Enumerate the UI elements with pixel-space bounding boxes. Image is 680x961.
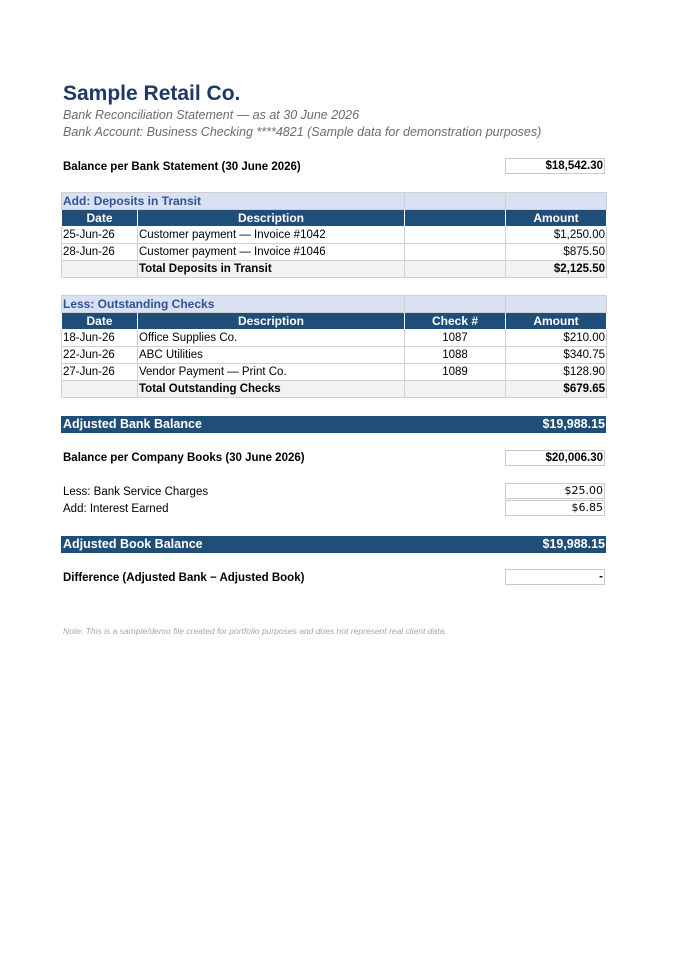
service-charges-value[interactable]: $25.00 [505, 483, 605, 499]
deposits-total-row [62, 261, 607, 278]
difference-value[interactable]: - [505, 569, 605, 585]
cell-date[interactable]: 28-Jun-26 [62, 244, 138, 261]
cell-check-number[interactable]: 1087 [405, 330, 506, 347]
statement-subtitle: Bank Reconciliation Statement — as at 30 June 2026 [63, 108, 360, 122]
deposits-section-row [62, 193, 607, 210]
header-check-number: Check # [405, 313, 506, 330]
table-row [62, 347, 607, 364]
checks-header-row [62, 313, 607, 330]
cell-date[interactable]: 22-Jun-26 [62, 347, 138, 364]
checks-total-value[interactable]: $679.65 [506, 381, 607, 398]
book-balance-label: Balance per Company Books (30 June 2026) [63, 452, 305, 464]
deposits-table [61, 192, 607, 278]
header-date: Date [62, 313, 138, 330]
cell-description[interactable]: ABC Utilities [138, 347, 405, 364]
header-amount: Amount [506, 210, 607, 227]
checks-section-title: Less: Outstanding Checks [62, 296, 405, 313]
cell-description[interactable]: Customer payment — Invoice #1042 [138, 227, 405, 244]
adjusted-book-balance-value[interactable]: $19,988.15 [542, 537, 605, 551]
page-title: Sample Retail Co. [63, 82, 241, 105]
account-subtitle: Bank Account: Business Checking ****4821 (Sample data for demonstration purposes) [63, 125, 542, 139]
bank-balance-label: Balance per Bank Statement (30 June 2026) [63, 161, 301, 173]
header-date: Date [62, 210, 138, 227]
cell-check-number[interactable]: 1088 [405, 347, 506, 364]
disclaimer-note: Note: This is a sample/demo file created for portfolio purposes and does not represent real client data. [63, 626, 447, 636]
header-description: Description [138, 210, 405, 227]
cell-description[interactable]: Vendor Payment — Print Co. [138, 364, 405, 381]
cell-description[interactable]: Office Supplies Co. [138, 330, 405, 347]
table-row [62, 227, 607, 244]
cell-description[interactable]: Customer payment — Invoice #1046 [138, 244, 405, 261]
bank-balance-value[interactable]: $18,542.30 [505, 158, 605, 174]
deposits-header-row [62, 210, 607, 227]
adjusted-bank-balance-value[interactable]: $19,988.15 [542, 417, 605, 431]
cell-date[interactable]: 27-Jun-26 [62, 364, 138, 381]
deposits-section-title: Add: Deposits in Transit [62, 193, 405, 210]
adjusted-bank-balance-row [61, 416, 606, 433]
difference-label: Difference (Adjusted Bank − Adjusted Book) [63, 572, 305, 584]
table-row [62, 364, 607, 381]
header-amount: Amount [506, 313, 607, 330]
interest-earned-label: Add: Interest Earned [63, 503, 169, 515]
cell-amount[interactable]: $210.00 [506, 330, 607, 347]
service-charges-label: Less: Bank Service Charges [63, 486, 209, 498]
cell-date[interactable]: 25-Jun-26 [62, 227, 138, 244]
deposits-total-label: Total Deposits in Transit [138, 261, 405, 278]
adjusted-book-balance-label: Adjusted Book Balance [63, 537, 203, 551]
table-row [62, 330, 607, 347]
deposits-total-value[interactable]: $2,125.50 [506, 261, 607, 278]
cell-amount[interactable]: $1,250.00 [506, 227, 607, 244]
cell-amount[interactable]: $340.75 [506, 347, 607, 364]
cell-amount[interactable]: $128.90 [506, 364, 607, 381]
checks-total-row [62, 381, 607, 398]
checks-section-row [62, 296, 607, 313]
cell-date[interactable]: 18-Jun-26 [62, 330, 138, 347]
book-balance-value[interactable]: $20,006.30 [505, 450, 605, 466]
interest-earned-value[interactable]: $6.85 [505, 500, 605, 516]
cell-amount[interactable]: $875.50 [506, 244, 607, 261]
cell-check-number[interactable]: 1089 [405, 364, 506, 381]
header-description: Description [138, 313, 405, 330]
table-row [62, 244, 607, 261]
checks-total-label: Total Outstanding Checks [138, 381, 405, 398]
adjusted-bank-balance-label: Adjusted Bank Balance [63, 417, 202, 431]
adjusted-book-balance-row [61, 536, 606, 553]
checks-table [61, 295, 607, 398]
